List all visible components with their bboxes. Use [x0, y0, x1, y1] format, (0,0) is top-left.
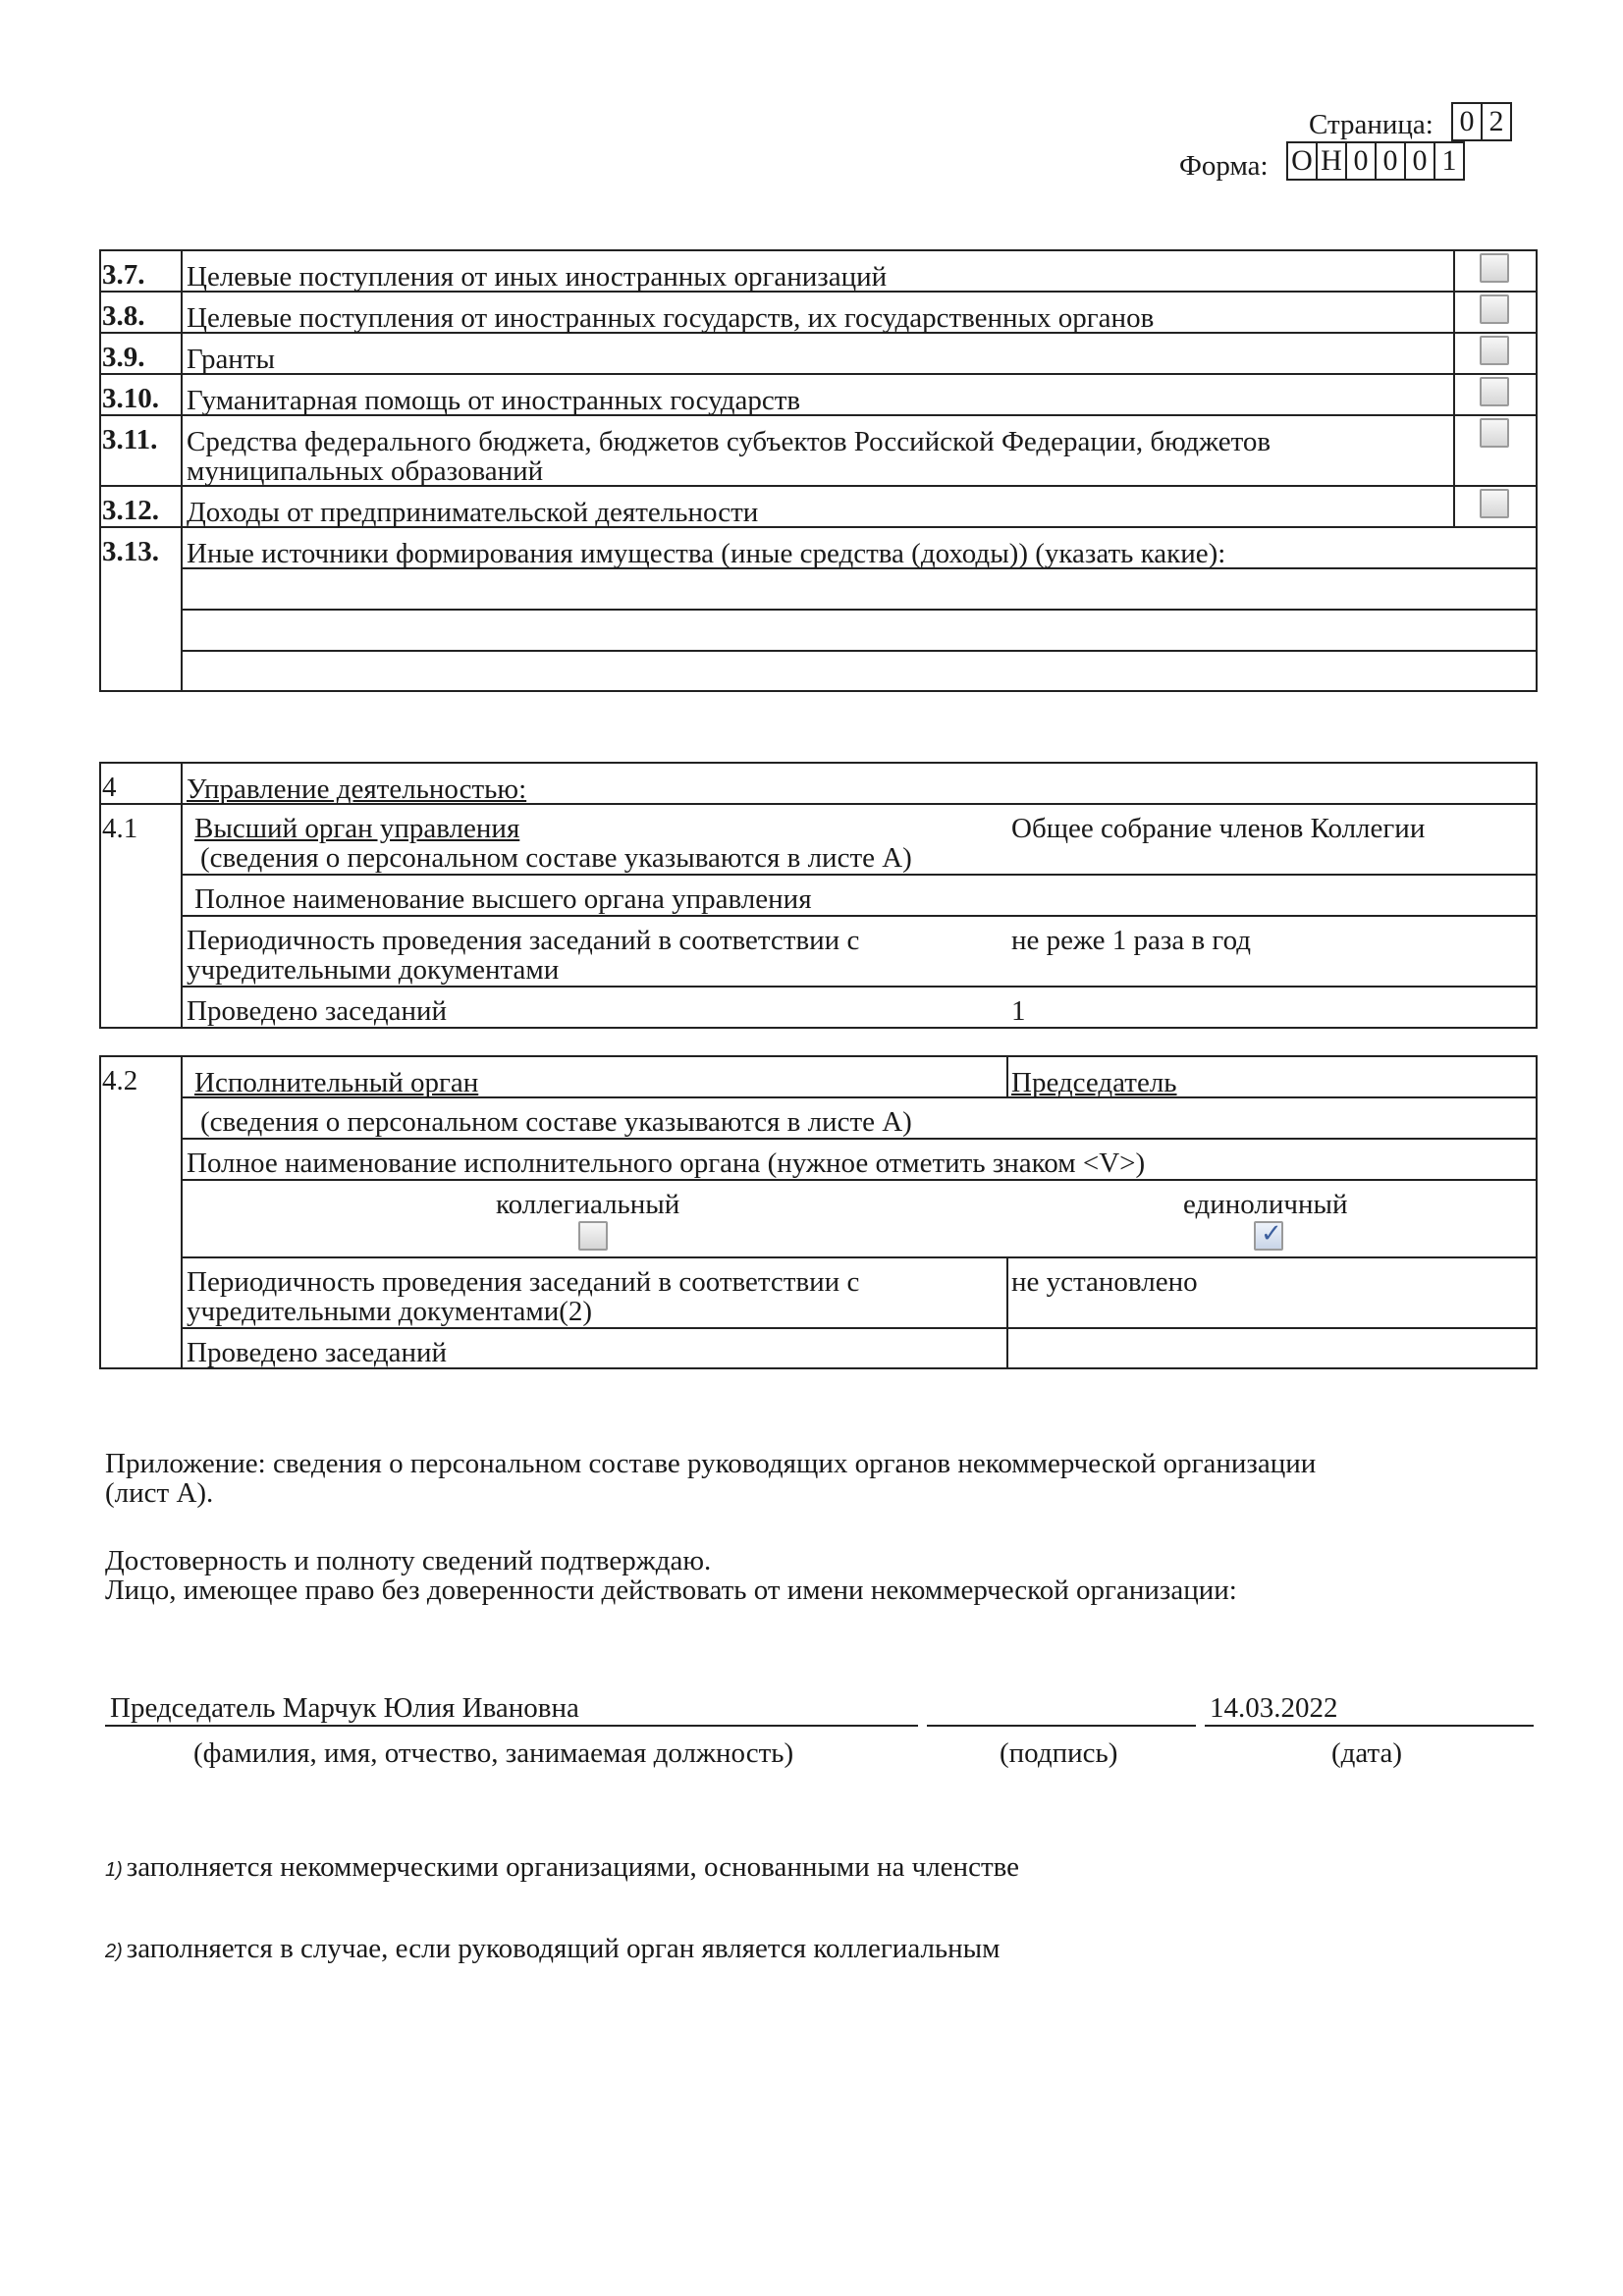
executive-fullname-label: Полное наименование исполнительного органа (нужное отметить знаком <V>) — [187, 1148, 1146, 1179]
blank-line — [181, 609, 1538, 611]
num-divider — [181, 762, 183, 1029]
supreme-held-value: 1 — [1011, 995, 1026, 1027]
subsection-number: 4.2 — [102, 1065, 138, 1096]
blank-line — [181, 650, 1538, 652]
form-char: 1 — [1441, 144, 1457, 177]
row-label: муниципальных образований — [187, 455, 544, 487]
supreme-period-label: Периодичность проведения заседаний в соответствии с — [187, 925, 860, 956]
collegial-checkbox[interactable] — [578, 1221, 608, 1251]
sole-checkbox[interactable] — [1254, 1221, 1283, 1251]
supreme-held-label: Проведено заседаний — [187, 995, 448, 1027]
row-number: 3.12. — [102, 495, 159, 526]
row-label: Целевые поступления от иных иностранных организаций — [187, 261, 888, 293]
form-char: О — [1288, 143, 1318, 179]
confirm-text: Лицо, имеющее право без доверенности действовать от имени некоммерческой организации: — [105, 1575, 1237, 1606]
row-divider — [181, 1327, 1538, 1329]
date-line — [1205, 1725, 1534, 1727]
checkbox[interactable] — [1480, 418, 1509, 448]
checkmark-icon: ✓ — [1261, 1219, 1282, 1249]
page-digit: 2 — [1488, 105, 1504, 137]
value-divider — [1006, 1055, 1008, 1096]
row-divider — [181, 1138, 1538, 1140]
executive-period-label: Периодичность проведения заседаний в соответствии с — [187, 1266, 860, 1298]
row-divider — [99, 373, 1538, 375]
supreme-body-label: Высший орган управления — [194, 813, 520, 844]
executive-period-value: не установлено — [1011, 1266, 1198, 1298]
executive-body-note: (сведения о персональном составе указываются в листе А) — [200, 1106, 912, 1138]
checkbox[interactable] — [1480, 336, 1509, 365]
executive-period-label: учредительными документами(2) — [187, 1296, 593, 1327]
row-number: 3.10. — [102, 383, 159, 414]
page-digit: 0 — [1453, 104, 1483, 139]
footnote-mark: 1) — [105, 1859, 123, 1881]
value-divider — [1006, 1256, 1008, 1369]
row-number: 3.7. — [102, 259, 145, 291]
section-number: 4 — [102, 772, 117, 803]
checkbox[interactable] — [1480, 489, 1509, 518]
executive-body-value: Председатель — [1011, 1067, 1177, 1098]
checkbox[interactable] — [1480, 253, 1509, 283]
row-divider — [181, 1179, 1538, 1181]
supreme-body-note: (сведения о персональном составе указываются в листе А) — [200, 842, 912, 874]
signer-name-line — [105, 1725, 918, 1727]
form-char: 0 — [1347, 143, 1377, 179]
appendix-text: (лист А). — [105, 1477, 214, 1509]
supreme-body-fullname-label: Полное наименование высшего органа управления — [194, 883, 812, 915]
form-char: 0 — [1406, 143, 1435, 179]
footnote-mark: 2) — [105, 1941, 123, 1962]
executive-held-label: Проведено заседаний — [187, 1337, 448, 1368]
row-label: Гранты — [187, 344, 275, 375]
appendix-text: Приложение: сведения о персональном составе руководящих органов некоммерческой организации — [105, 1448, 1317, 1479]
row-number: 3.13. — [102, 536, 159, 567]
row-label: Средства федерального бюджета, бюджетов субъектов Российской Федерации, бюджетов — [187, 426, 1271, 457]
confirm-text: Достоверность и полноту сведений подтверждаю. — [105, 1545, 712, 1576]
sign-date: 14.03.2022 — [1210, 1692, 1338, 1724]
checkbox[interactable] — [1480, 294, 1509, 324]
row-label: Целевые поступления от иностранных государств, их государственных органов — [187, 302, 1155, 334]
row-number: 3.8. — [102, 300, 145, 332]
row-divider — [181, 986, 1538, 988]
form-code-box — [1286, 141, 1465, 181]
row-label: Иные источники формирования имущества (иные средства (доходы)) (указать какие): — [187, 538, 1226, 569]
date-caption: (дата) — [1331, 1737, 1403, 1769]
page-label: Страница: — [1309, 109, 1434, 140]
collegial-label: коллегиальный — [496, 1189, 680, 1220]
row-divider — [181, 874, 1538, 876]
page-number-box — [1451, 102, 1512, 141]
executive-body-label: Исполнительный орган — [194, 1067, 479, 1098]
row-number: 3.11. — [102, 424, 158, 455]
row-number: 3.9. — [102, 342, 145, 373]
signer-name: Председатель Марчук Юлия Ивановна — [110, 1692, 579, 1724]
supreme-body-value: Общее собрание членов Коллегии — [1011, 813, 1426, 844]
form-char: 0 — [1377, 143, 1406, 179]
subsection-number: 4.1 — [102, 813, 138, 844]
form-char: Н — [1318, 143, 1347, 179]
supreme-period-value: не реже 1 раза в год — [1011, 925, 1252, 956]
footnote-text: заполняется некоммерческими организациями, основанными на членстве — [126, 1851, 1020, 1883]
row-label: Доходы от предпринимательской деятельности — [187, 497, 759, 528]
footnote — [105, 1934, 1001, 1963]
signer-caption: (фамилия, имя, отчество, занимаемая должность) — [193, 1737, 794, 1769]
supreme-period-label: учредительными документами — [187, 954, 560, 986]
row-divider — [181, 1256, 1538, 1258]
row-label: Гуманитарная помощь от иностранных государств — [187, 385, 801, 416]
section-title: Управление деятельностью: — [187, 774, 527, 805]
checkbox[interactable] — [1480, 377, 1509, 406]
sources-num-divider — [181, 249, 183, 692]
footnote — [105, 1852, 1019, 1882]
form-label: Форма: — [1179, 150, 1269, 182]
sole-label: единоличный — [1183, 1189, 1348, 1220]
footnote-text: заполняется в случае, если руководящий орган является коллегиальным — [126, 1933, 1001, 1964]
signature-line — [927, 1725, 1196, 1727]
num-divider — [181, 1055, 183, 1369]
signature-caption: (подпись) — [1000, 1737, 1118, 1769]
row-divider — [181, 915, 1538, 917]
